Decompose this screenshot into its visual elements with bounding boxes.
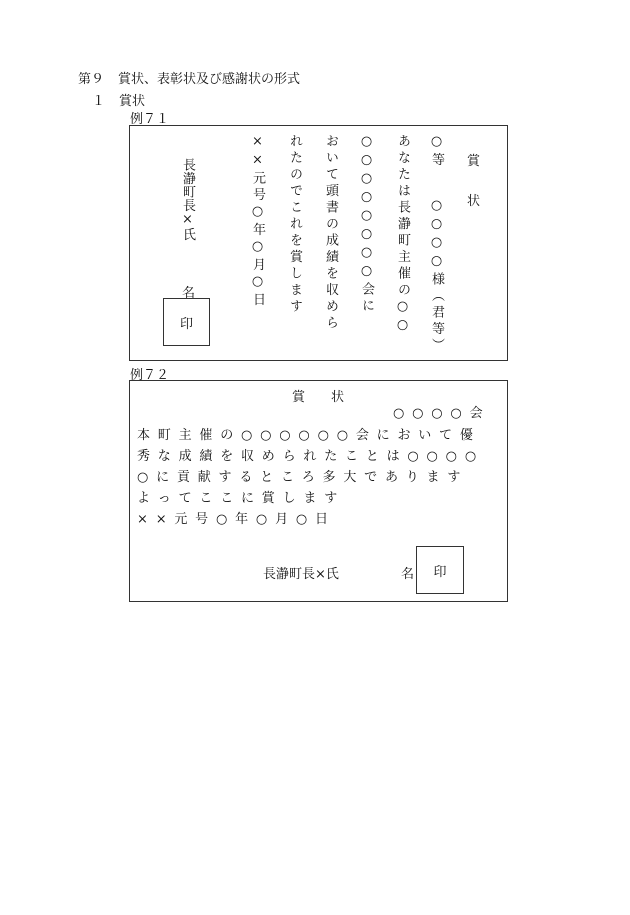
- example2-name-label: 名: [401, 567, 415, 582]
- subsection-heading: [92, 90, 145, 109]
- example2-signer: 長瀞町長×氏: [263, 567, 339, 582]
- example1-column-signer: 長瀞町長×氏: [180, 158, 195, 241]
- example2-line-body-3: ○に貢献するところ多大であります: [137, 470, 469, 485]
- example1-title-char-1: 賞: [467, 154, 481, 169]
- section-heading: [78, 68, 300, 87]
- example2-title: 賞 状: [292, 390, 345, 405]
- example1-column-date: ××元号○年○月○日: [250, 134, 265, 309]
- example1-seal-box: [163, 298, 210, 346]
- example2-seal-box: [416, 546, 464, 594]
- example1-column-rank: ○等: [429, 134, 444, 169]
- section-number: 第９: [78, 72, 105, 87]
- example1-column-body-1: あなたは長瀞町主催の○○: [395, 134, 410, 336]
- example2-certificate: [129, 380, 508, 602]
- example1-certificate: [129, 125, 508, 361]
- example2-line-association: ○○○○会: [393, 406, 491, 421]
- example2-seal-text: 印: [433, 564, 447, 580]
- example1-label: 例７１: [130, 112, 170, 127]
- example1-title-char-2: 状: [467, 194, 481, 209]
- example1-name-label: 名: [182, 286, 196, 301]
- example2-line-body-4: よってここに賞します: [137, 491, 346, 506]
- example2-line-body-2: 秀な成績を収められたことは○○○○: [137, 449, 484, 464]
- subsection-number: １: [92, 94, 106, 109]
- example1-column-recipient: ○○○○様（君等）: [429, 198, 444, 355]
- example2-label: 例７２: [130, 368, 170, 383]
- example2-line-date: ××元号○年○月○日: [137, 512, 336, 527]
- example2-line-body-1: 本町主催の○○○○○○会において優: [137, 428, 481, 443]
- example1-column-body-2: ○○○○○○○○会に: [359, 134, 374, 315]
- example1-seal-text: 印: [179, 316, 193, 332]
- example1-column-body-4: れたのでこれを賞します: [287, 134, 302, 316]
- subsection-title: 賞状: [119, 94, 146, 109]
- example1-column-body-3: おいて頭書の成績を収めら: [323, 134, 338, 332]
- section-title: 賞状、表彰状及び感謝状の形式: [118, 72, 301, 87]
